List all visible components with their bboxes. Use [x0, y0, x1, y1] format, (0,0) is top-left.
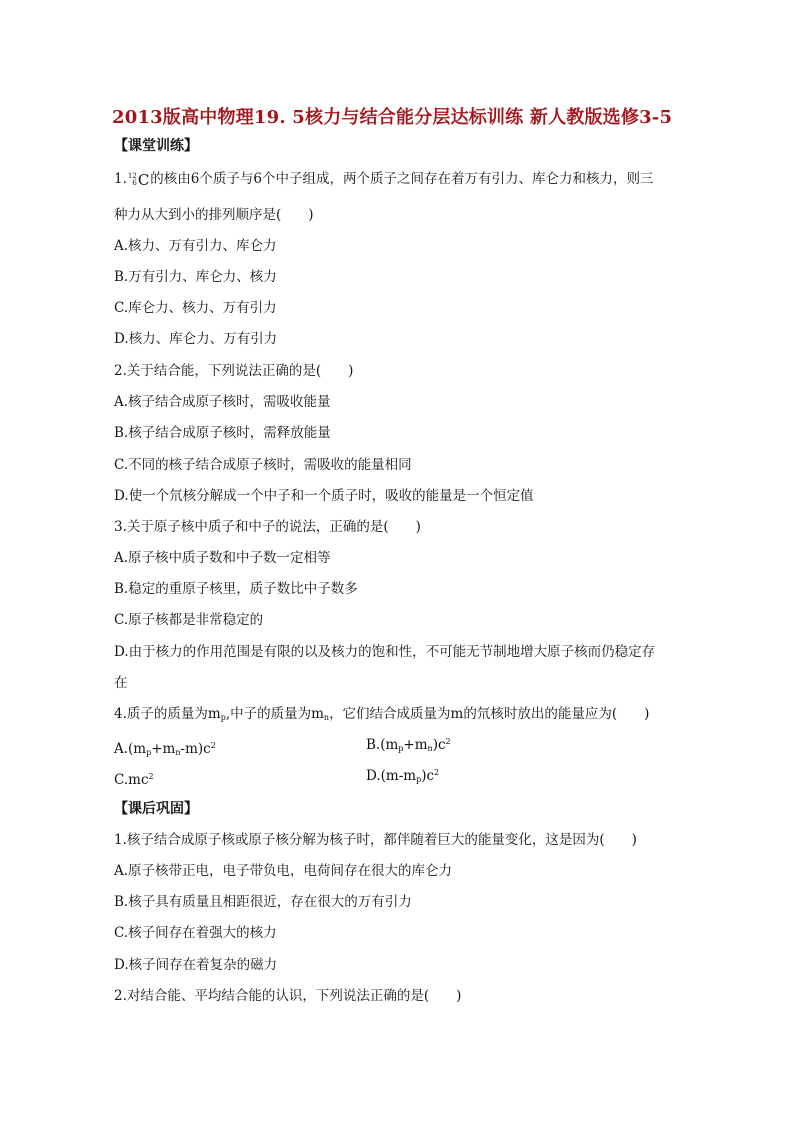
- question-1-option-d: D.核力、库仑力、万有引力: [114, 331, 278, 347]
- review-1-option-a: A.原子核带正电，电子带负电，电荷间存在很大的库仑力: [114, 863, 453, 879]
- question-1-option-c: C.库仑力、核力、万有引力: [114, 300, 277, 316]
- question-4-stem: [114, 705, 649, 727]
- element-symbol: C: [137, 170, 150, 189]
- section-heading-class-training: 【课堂训练】: [114, 138, 198, 154]
- option-a-text1: A.(m: [114, 741, 147, 757]
- option-b-text2: +m: [403, 737, 428, 753]
- option-a-text2: +m: [151, 741, 176, 757]
- review-1-option-d: D.核子间存在着复杂的磁力: [114, 957, 278, 973]
- option-a-sub-p: p: [146, 748, 152, 757]
- option-c-sup-2: 2: [148, 772, 154, 781]
- mass-number: 12: [127, 171, 137, 180]
- question-2-option-b: B.核子结合成原子核时，需释放能量: [114, 425, 331, 441]
- option-b-text1: B.(m: [366, 737, 399, 753]
- review-1-option-b: B.核子具有质量且相距很近，存在很大的万有引力: [114, 894, 412, 910]
- question-2-option-c: C.不同的核子结合成原子核时，需吸收的能量相同: [114, 457, 412, 473]
- option-c-text: C.mc: [114, 772, 149, 788]
- question-1-stem-line2: 种力从大到小的排列顺序是( ): [114, 207, 314, 223]
- option-d-text2: )c: [421, 768, 435, 784]
- section-heading-after-class: 【课后巩固】: [114, 801, 198, 817]
- question-1-option-b: B.万有引力、库仑力、核力: [114, 269, 277, 285]
- question-1-number: 1.: [114, 171, 127, 187]
- question-4-option-c: [114, 768, 154, 789]
- question-4-stem-part3: ，它们结合成质量为m的氘核时放出的能量应为( ): [329, 706, 650, 722]
- review-2-stem: 2.对结合能、平均结合能的认识，下列说法正确的是( ): [114, 988, 462, 1004]
- question-4-option-b: [366, 737, 451, 753]
- option-d-sub-p: p: [416, 775, 422, 784]
- option-b-text3: )c: [432, 737, 446, 753]
- atomic-number: 6: [132, 178, 137, 187]
- question-1-stem-text: 的核由6个质子与6个中子组成，两个质子之间存在着万有引力、库仑力和核力，则三: [150, 171, 654, 187]
- subscript-p: p: [220, 713, 226, 722]
- question-3-option-c: C.原子核都是非常稳定的: [114, 612, 264, 628]
- subscript-n: n: [323, 713, 330, 722]
- review-1-stem: 1.核子结合成原子核或原子核分解为核子时，都伴随着巨大的能量变化，这是因为( ): [114, 832, 637, 848]
- question-1-stem-line1: [114, 170, 653, 189]
- question-3-option-b: B.稳定的重原子核里，质子数比中子数多: [114, 581, 358, 597]
- option-a-text3: -m)c: [180, 741, 211, 757]
- page-title: 2013版高中物理19. 5核力与结合能分层达标训练 新人教版选修3-5: [112, 107, 673, 128]
- option-d-sup-2: 2: [434, 768, 440, 777]
- option-b-sup-2: 2: [445, 737, 451, 746]
- option-a-sub-n: n: [175, 748, 181, 757]
- question-2-option-d: D.使一个氘核分解成一个中子和一个质子时，吸收的能量是一个恒定值: [114, 488, 534, 504]
- question-3-option-d-line1: D.由于核力的作用范围是有限的以及核力的饱和性，不可能无节制地增大原子核而仍稳定存: [114, 644, 656, 660]
- question-3-stem: 3.关于原子核中质子和中子的说法，正确的是( ): [114, 519, 421, 535]
- option-b-sub-p: p: [398, 744, 404, 753]
- option-b-sub-n: n: [427, 744, 433, 753]
- review-1-option-c: C.核子间存在着强大的核力: [114, 925, 277, 941]
- question-2-option-a: A.核子结合成原子核时，需吸收能量: [114, 394, 331, 410]
- question-3-option-a: A.原子核中质子数和中子数一定相等: [114, 550, 331, 566]
- question-3-option-d-line2: 在: [114, 675, 128, 691]
- question-4-stem-part1: 4.质子的质量为m: [114, 706, 221, 722]
- question-2-stem: 2.关于结合能，下列说法正确的是( ): [114, 363, 354, 379]
- option-d-text1: D.(m-m: [366, 768, 417, 784]
- question-4-option-d: [366, 768, 439, 784]
- question-1-option-a: A.核力、万有引力、库仑力: [114, 238, 277, 254]
- question-4-stem-part2: ,中子的质量为m: [225, 706, 324, 722]
- carbon-nuclide-symbol: [128, 171, 149, 189]
- question-4-option-a: [114, 737, 216, 762]
- option-a-sup-2: 2: [210, 741, 216, 750]
